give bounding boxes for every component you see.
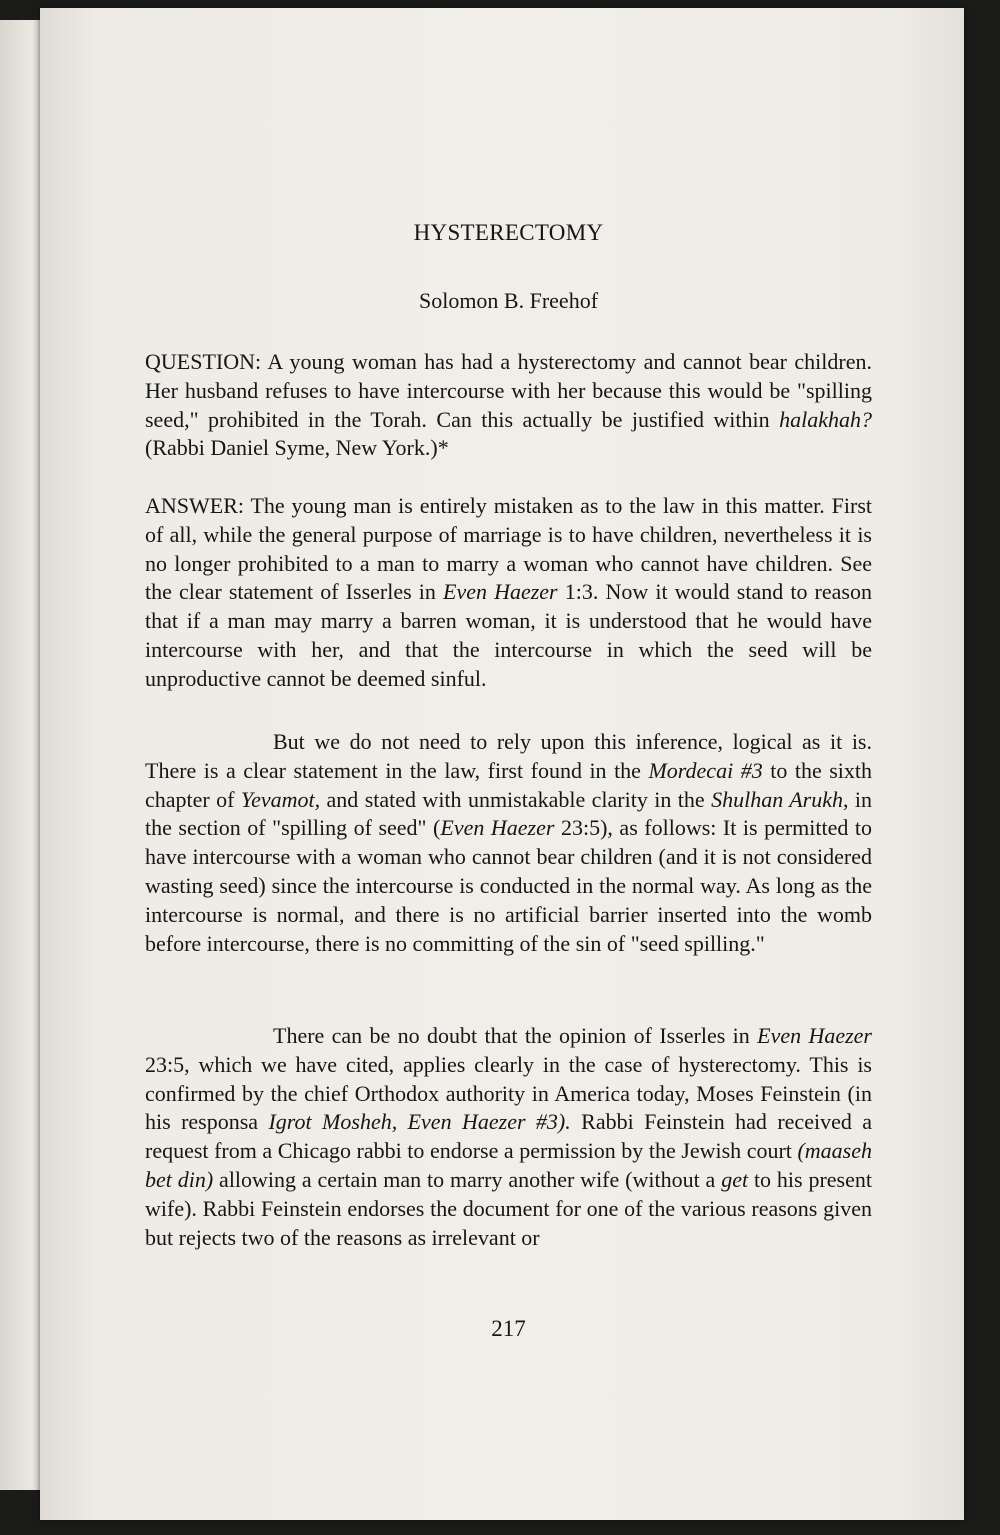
- italic-text: Even Haezer: [757, 1023, 872, 1048]
- text-run: 23:5, which we have cited, applies clearly in the case of hysterectomy. This is confirmed by the chief Orthodox authority in America today, Moses Feinstein (in his responsa: [145, 1051, 872, 1135]
- page-number: 217: [491, 1316, 526, 1341]
- italic-text: Mordecai #3: [648, 757, 763, 783]
- italic-text: Even Haezer: [440, 815, 555, 841]
- italic-text: get: [721, 1166, 749, 1192]
- text-run: allowing a certain man to marry another wife (without a: [213, 1166, 722, 1192]
- book-page: [40, 8, 964, 1520]
- article-title: HYSTERECTOMY: [413, 220, 604, 245]
- italic-text: Shulhan Arukh: [711, 786, 843, 812]
- article-author: Solomon B. Freehof: [418, 288, 599, 313]
- text-run: , in the section of "spilling of seed" (: [145, 786, 872, 841]
- text-run: Rabbi Feinstein had received a request from a Chicago rabbi to endorse a permission by the Jewish court: [145, 1109, 873, 1164]
- italic-text: halakhah?: [779, 406, 872, 432]
- text-run: (Rabbi Daniel Syme, New York.)*: [145, 435, 449, 461]
- text-run: and stated with unmistakable clarity in the: [320, 786, 712, 812]
- italic-text: Even Haezer: [443, 579, 558, 605]
- paragraph-law-statement: [145, 728, 872, 958]
- text-run: But we do not need to rely upon this inference, logical as it is. There is a clear statement in the law, first found in the: [145, 729, 872, 783]
- italic-text: (maaseh bet din): [145, 1138, 872, 1192]
- text-run: 1:3. Now it would stand to reason that if a man may marry a barren woman, it is understood that he would have intercourse with her, and that the intercourse in which the seed will be unproductive cannot be deemed sinful.: [145, 579, 872, 691]
- text-run: to the sixth chapter of: [145, 757, 873, 812]
- paragraph-question: [145, 348, 872, 463]
- text-run: There can be no doubt that the opinion of Isserles in: [273, 1023, 758, 1048]
- text-run: ANSWER: The young man is entirely mistaken as to the law in this matter. First of all, while the general purpose of marriage is to have children, nevertheless it is no longer prohibited to a man to marry a woman who cannot have children. See the clear statement of Isserles in: [145, 493, 872, 605]
- paragraph-answer: [145, 492, 872, 694]
- italic-text: Yevamot,: [240, 786, 321, 812]
- text-run: QUESTION: A young woman has had a hysterectomy and cannot bear children. Her husband refuses to have intercourse with her because this would be "spilling seed," prohibited in the Torah. Can this actually be justified within: [145, 349, 872, 432]
- text-run: to his present wife). Rabbi Feinstein endorses the document for one of the various reasons given but rejects two of the reasons as irrelevant or: [145, 1166, 872, 1250]
- paragraph-feinstein: [145, 1022, 872, 1252]
- text-run: 23:5), as follows: It is permitted to have intercourse with a woman who cannot bear children (and it is not considered wasting seed) since the intercourse is conducted in the normal way. As long as the intercourse is normal, and there is no artificial barrier inserted into the womb before intercourse, there is no committing of the sin of "seed spilling.": [145, 815, 873, 956]
- italic-text: Igrot Mosheh, Even Haezer #3).: [268, 1109, 571, 1135]
